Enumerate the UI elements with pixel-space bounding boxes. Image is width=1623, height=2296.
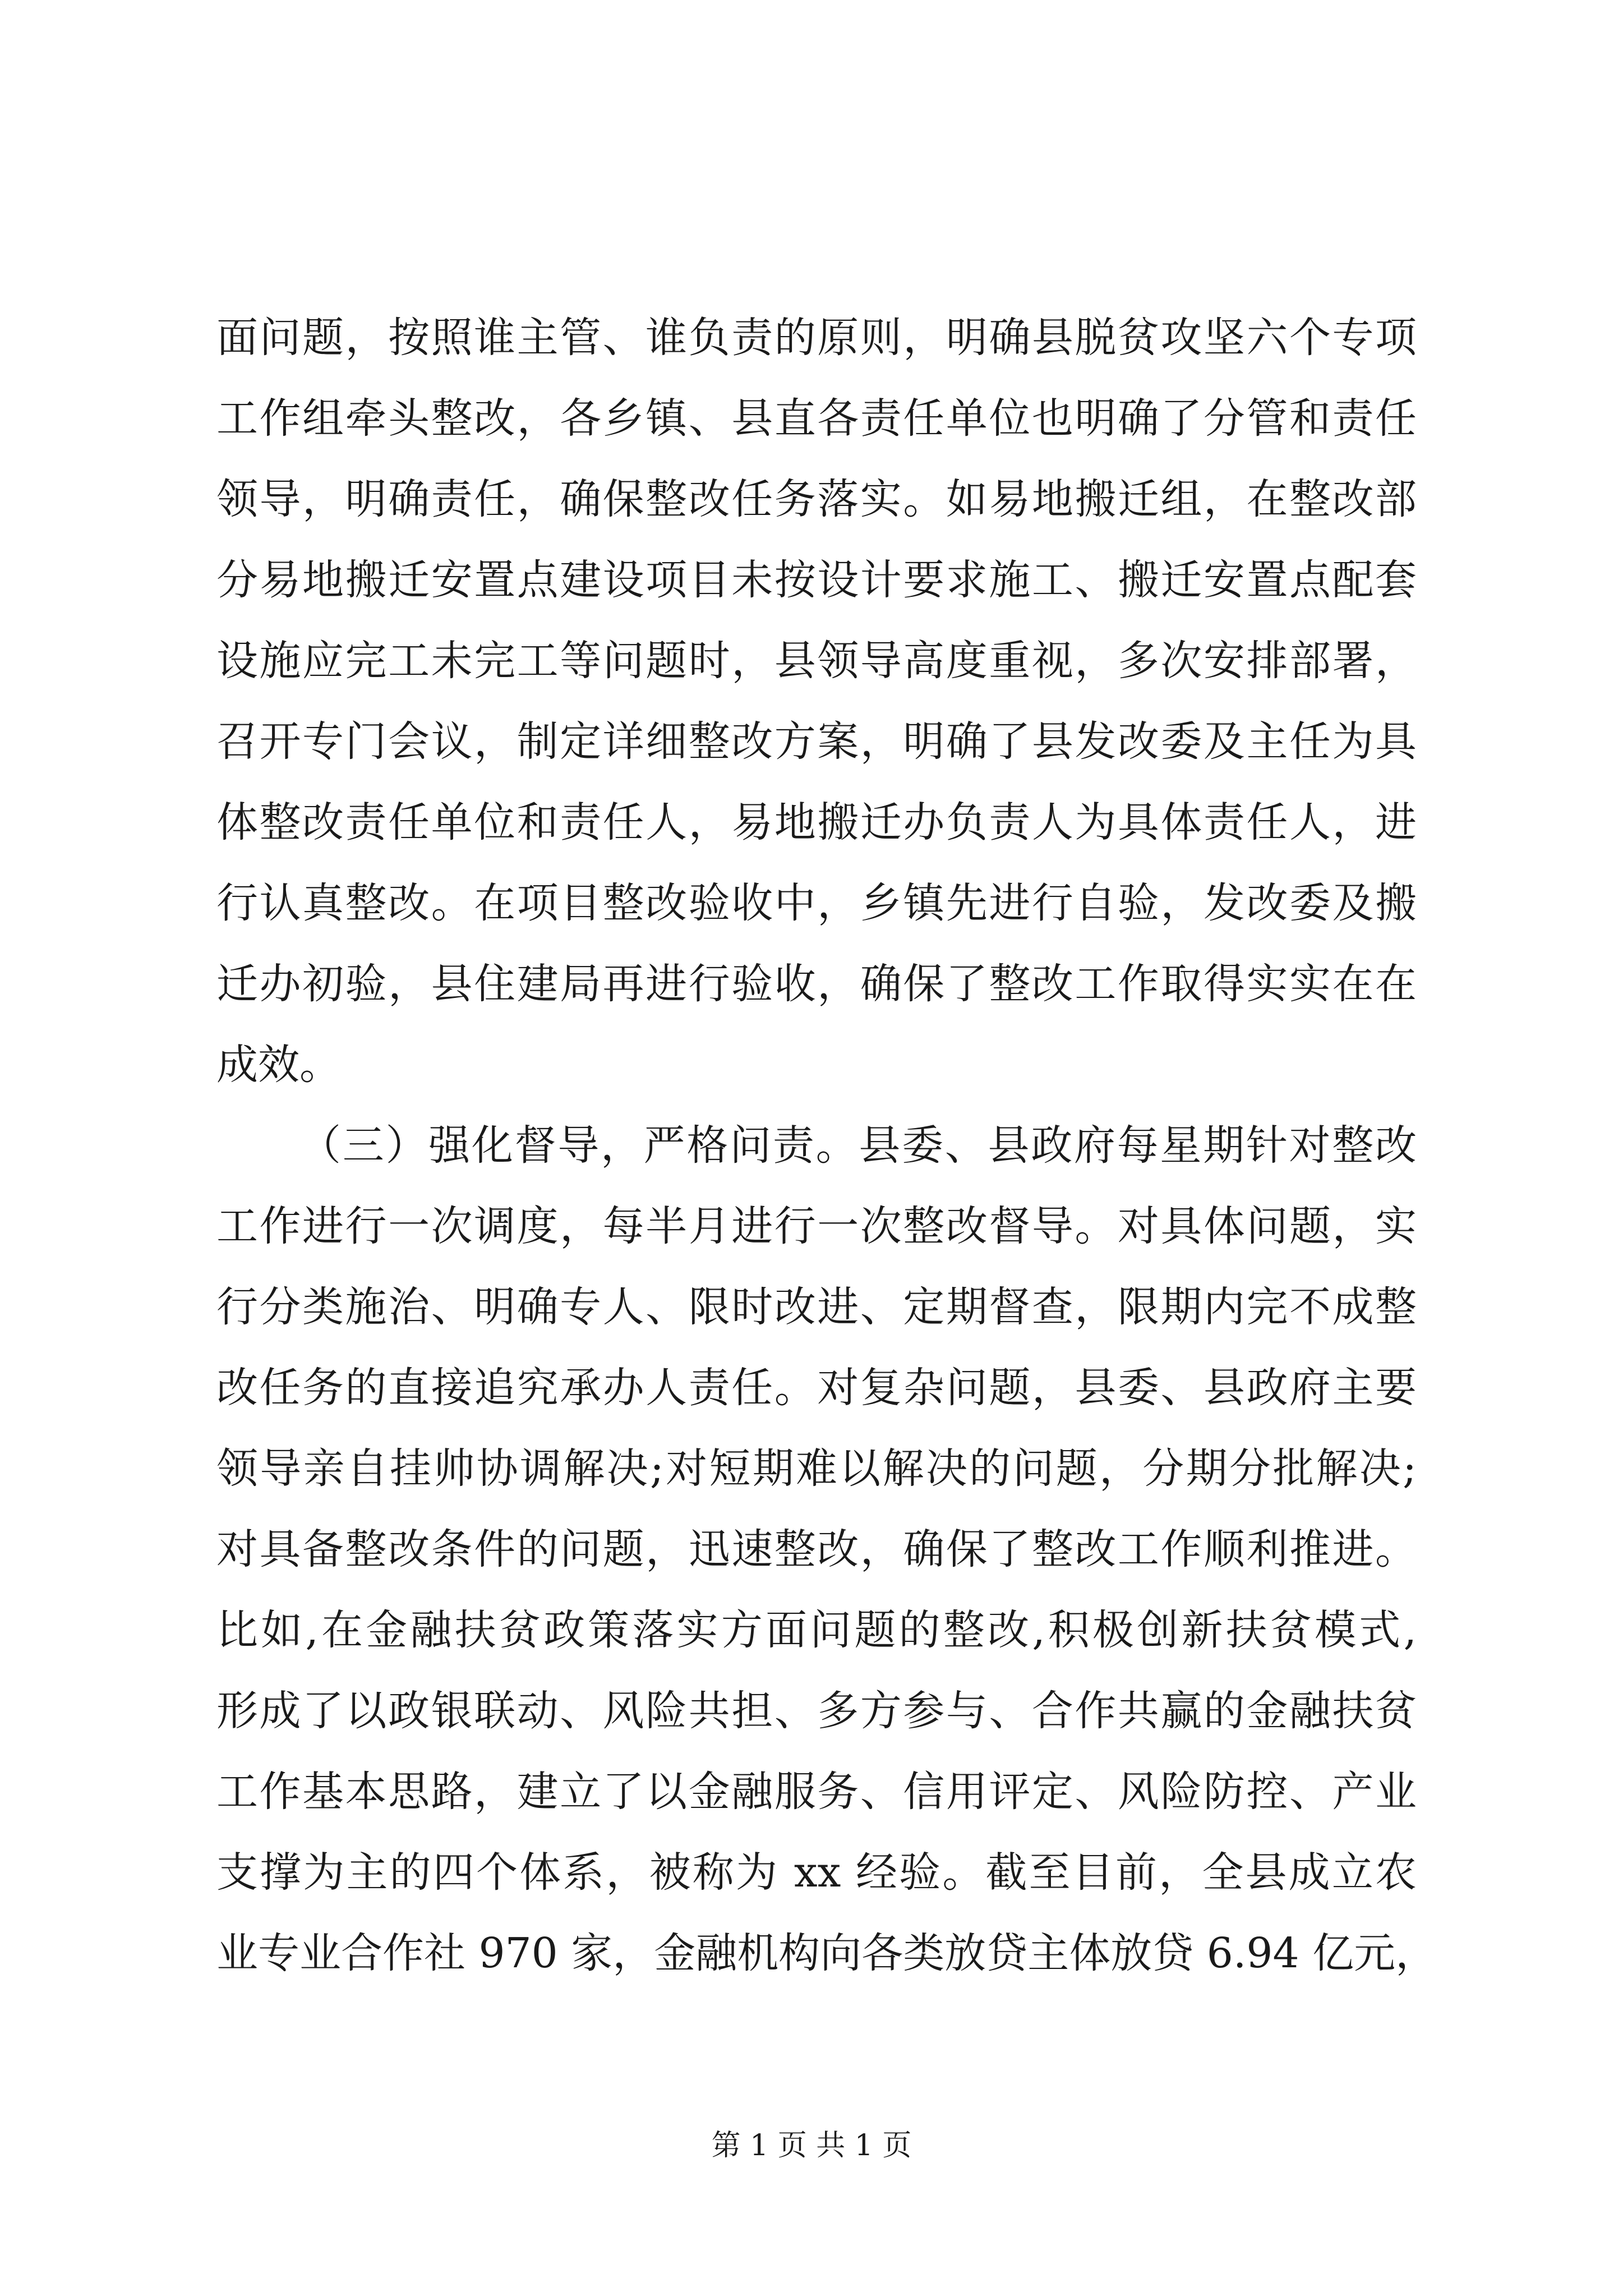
document-body (216, 297, 1437, 1994)
text-line: 体整改责任单位和责任人，易地搬迁办负责人为具体责任人，进 (216, 798, 1417, 846)
page-number-footer: 第 1 页 共 1 页 (711, 2129, 912, 2162)
text-line: 行认真整改。在项目整改验收中，乡镇先进行自验，发改委及搬 (216, 879, 1417, 927)
text-line: 支撑为主的四个体系，被称为 xx 经验。截至目前，全县成立农 (216, 1848, 1417, 1897)
text-line: 设施应完工未完工等问题时，县领导高度重视，多次安排部署， (216, 637, 1417, 685)
text-line: 比如,在金融扶贫政策落实方面问题的整改,积极创新扶贫模式, (216, 1606, 1417, 1654)
text-line: 迁办初验，县住建局再进行验收，确保了整改工作取得实实在在 (216, 960, 1417, 1008)
text-line: 成效。 (216, 1041, 341, 1089)
text-line: 工作进行一次调度，每半月进行一次整改督导。对具体问题，实 (216, 1202, 1417, 1250)
text-line: 领导，明确责任，确保整改任务落实。如易地搬迁组，在整改部 (216, 475, 1417, 523)
text-line: 面问题，按照谁主管、谁负责的原则，明确县脱贫攻坚六个专项 (216, 314, 1417, 362)
text-line: 形成了以政银联动、风险共担、多方参与、合作共赢的金融扶贫 (216, 1687, 1417, 1735)
text-line: 业专业合作社 970 家，金融机构向各类放贷主体放贷 6.94 亿元， (216, 1929, 1437, 1977)
text-line: 对具备整改条件的问题，迅速整改，确保了整改工作顺利推进。 (216, 1525, 1417, 1573)
text-line: 工作基本思路，建立了以金融服务、信用评定、风险防控、产业 (216, 1768, 1417, 1816)
text-line: 行分类施治、明确专人、限时改进、定期督查，限期内完不成整 (216, 1283, 1417, 1331)
section-heading-line: （三）强化督导，严格问责。县委、县政府每星期针对整改 (299, 1121, 1417, 1170)
text-line: 工作组牵头整改，各乡镇、县直各责任单位也明确了分管和责任 (216, 394, 1417, 443)
text-line: 改任务的直接追究承办人责任。对复杂问题，县委、县政府主要 (216, 1364, 1417, 1412)
text-line: 分易地搬迁安置点建设项目未按设计要求施工、搬迁安置点配套 (216, 556, 1417, 604)
text-line: 领导亲自挂帅协调解决;对短期难以解决的问题，分期分批解决; (216, 1444, 1417, 1493)
text-line: 召开专门会议，制定详细整改方案，明确了县发改委及主任为具 (216, 717, 1417, 766)
